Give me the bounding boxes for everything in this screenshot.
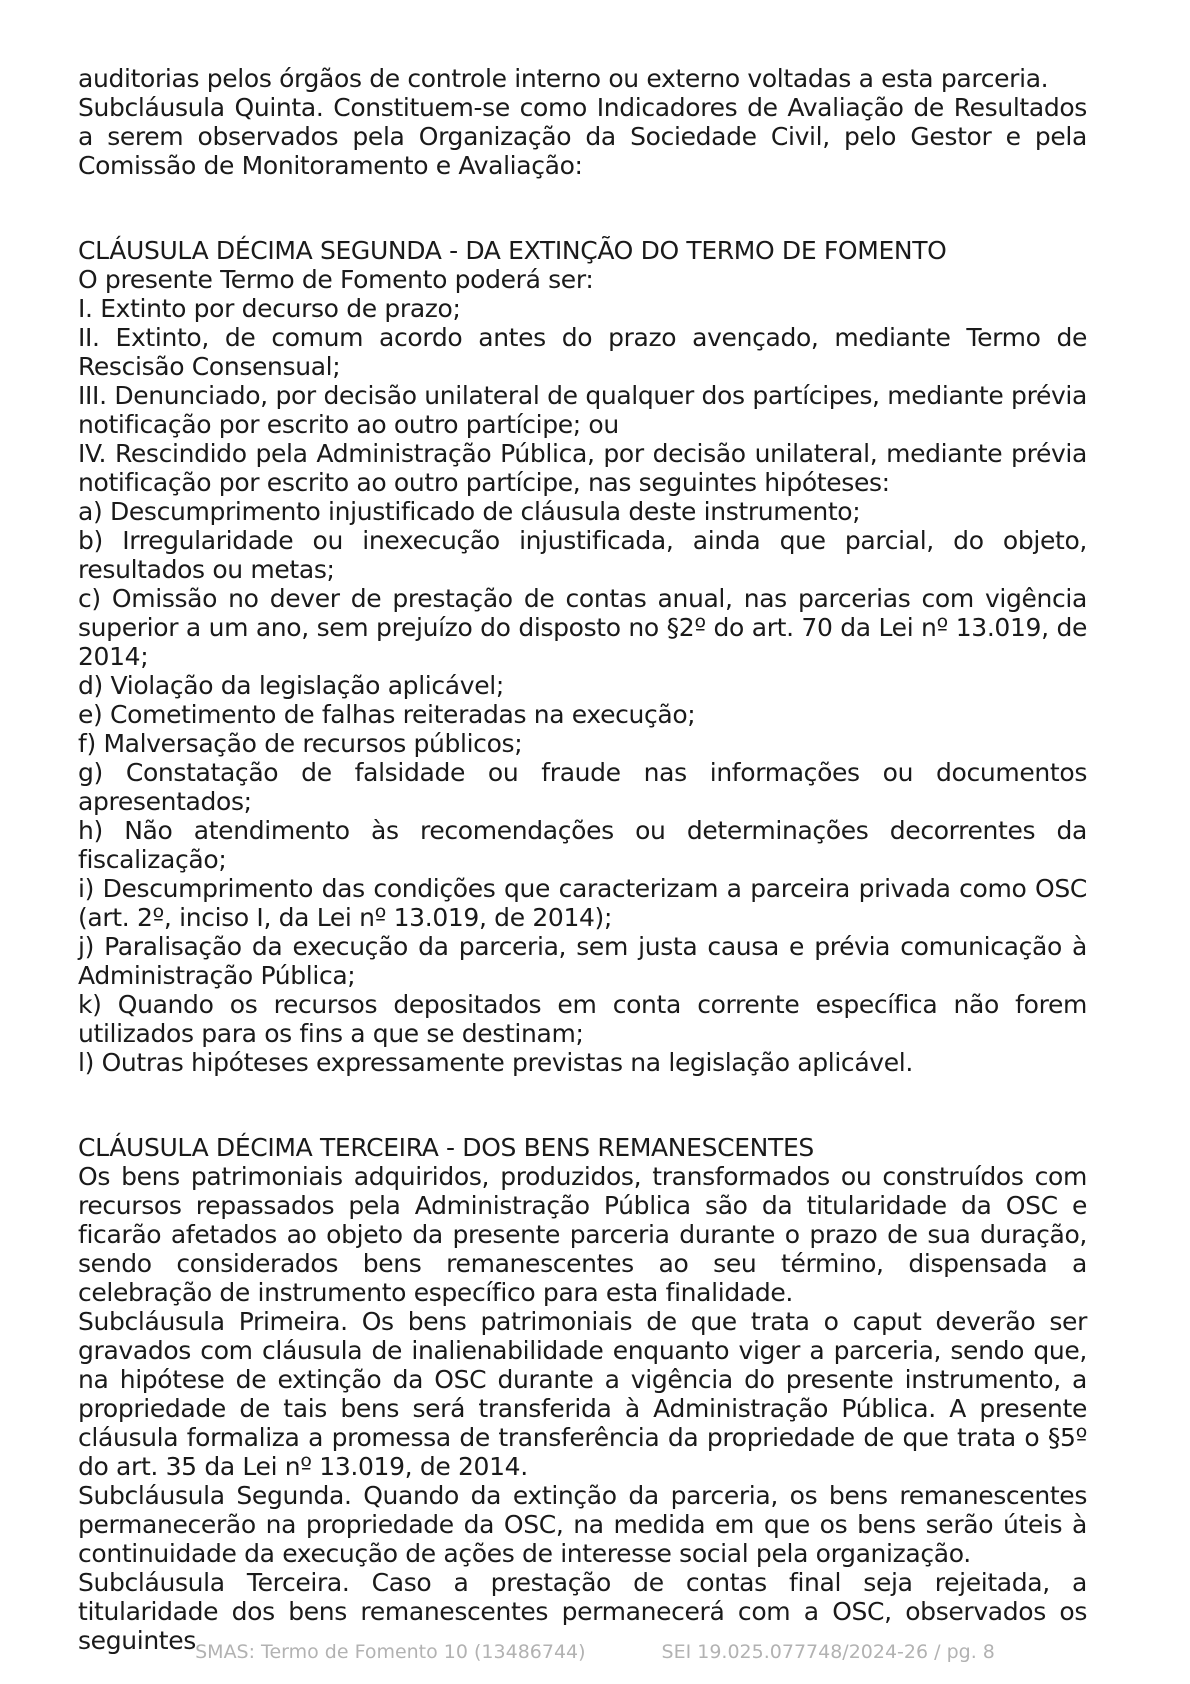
- list-item-alinea-j: j) Paralisação da execução da parceria, sem justa causa e prévia comunicação à Administração Pública;: [78, 932, 1087, 990]
- paragraph-subclausula-primeira: Subcláusula Primeira. Os bens patrimoniais de que trata o caput deverão ser gravados com cláusula de inalienabilidade enquanto viger a parceria, sendo que, na hipótese de extinção da OSC durante a vigência do presente instrumento, a propriedade de tais bens será transferida à Administração Pública. A presente cláusula formaliza a promessa de transferência da propriedade de que trata o §5º do art. 35 da Lei nº 13.019, de 2014.: [78, 1307, 1087, 1481]
- paragraph-spacer: [78, 1077, 1087, 1133]
- list-item-alinea-a: a) Descumprimento injustificado de cláusula deste instrumento;: [78, 497, 861, 526]
- list-item-alinea-d: d) Violação da legislação aplicável;: [78, 671, 504, 700]
- list-item-alinea-f: f) Malversação de recursos públicos;: [78, 729, 523, 758]
- heading-clausula-decima-terceira: CLÁUSULA DÉCIMA TERCEIRA - DOS BENS REMANESCENTES: [78, 1133, 814, 1162]
- paragraph-continuation: auditorias pelos órgãos de controle interno ou externo voltadas a esta parceria.: [78, 64, 1049, 93]
- paragraph-spacer: [78, 180, 1087, 236]
- heading-clausula-decima-segunda: CLÁUSULA DÉCIMA SEGUNDA - DA EXTINÇÃO DO TERMO DE FOMENTO: [78, 236, 947, 265]
- list-item-inciso-iii: III. Denunciado, por decisão unilateral de qualquer dos partícipes, mediante prévia notificação por escrito ao outro partícipe; ou: [78, 381, 1087, 439]
- footer-document-label: SMAS: Termo de Fomento 10 (13486744): [195, 1641, 586, 1663]
- list-item-alinea-e: e) Cometimento de falhas reiteradas na execução;: [78, 700, 696, 729]
- list-item-inciso-ii: II. Extinto, de comum acordo antes do prazo avençado, mediante Termo de Rescisão Consensual;: [78, 323, 1087, 381]
- document-body: [78, 64, 1087, 1655]
- footer-sei-page-label: SEI 19.025.077748/2024-26 / pg. 8: [661, 1641, 995, 1663]
- list-item-alinea-g: g) Constatação de falsidade ou fraude nas informações ou documentos apresentados;: [78, 758, 1087, 816]
- paragraph-subclausula-segunda: Subcláusula Segunda. Quando da extinção da parceria, os bens remanescentes permanecerão na propriedade da OSC, na medida em que os bens serão úteis à continuidade da execução de ações de interesse social pela organização.: [78, 1481, 1087, 1568]
- list-item-inciso-i: I. Extinto por decurso de prazo;: [78, 294, 461, 323]
- paragraph-caput-bens: Os bens patrimoniais adquiridos, produzidos, transformados ou construídos com recursos repassados pela Administração Pública são da titularidade da OSC e ficarão afetados ao objeto da presente parceria durante o prazo de sua duração, sendo considerados bens remanescentes ao seu término, dispensada a celebração de instrumento específico para esta finalidade.: [78, 1162, 1087, 1307]
- list-item-alinea-i: i) Descumprimento das condições que caracterizam a parceira privada como OSC (art. 2º, inciso I, da Lei nº 13.019, de 2014);: [78, 874, 1087, 932]
- document-footer: [0, 1641, 1190, 1663]
- list-item-alinea-k: k) Quando os recursos depositados em conta corrente específica não forem utilizados para os fins a que se destinam;: [78, 990, 1087, 1048]
- list-item-alinea-b: b) Irregularidade ou inexecução injustificada, ainda que parcial, do objeto, resultados ou metas;: [78, 526, 1087, 584]
- paragraph-caput-extincao: O presente Termo de Fomento poderá ser:: [78, 265, 594, 294]
- paragraph-subclausula-quinta: Subcláusula Quinta. Constituem-se como Indicadores de Avaliação de Resultados a serem observados pela Organização da Sociedade Civil, pelo Gestor e pela Comissão de Monitoramento e Avaliação:: [78, 93, 1087, 180]
- list-item-inciso-iv: IV. Rescindido pela Administração Pública, por decisão unilateral, mediante prévia notificação por escrito ao outro partícipe, nas seguintes hipóteses:: [78, 439, 1087, 497]
- list-item-alinea-l: l) Outras hipóteses expressamente previstas na legislação aplicável.: [78, 1048, 913, 1077]
- list-item-alinea-c: c) Omissão no dever de prestação de contas anual, nas parcerias com vigência superior a um ano, sem prejuízo do disposto no §2º do art. 70 da Lei nº 13.019, de 2014;: [78, 584, 1087, 671]
- paragraph-subclausula-terceira: Subcláusula Terceira. Caso a prestação de contas final seja rejeitada, a titularidade dos bens remanescentes permanecerá com a OSC, observados os seguintes: [78, 1568, 1087, 1655]
- list-item-alinea-h: h) Não atendimento às recomendações ou determinações decorrentes da fiscalização;: [78, 816, 1087, 874]
